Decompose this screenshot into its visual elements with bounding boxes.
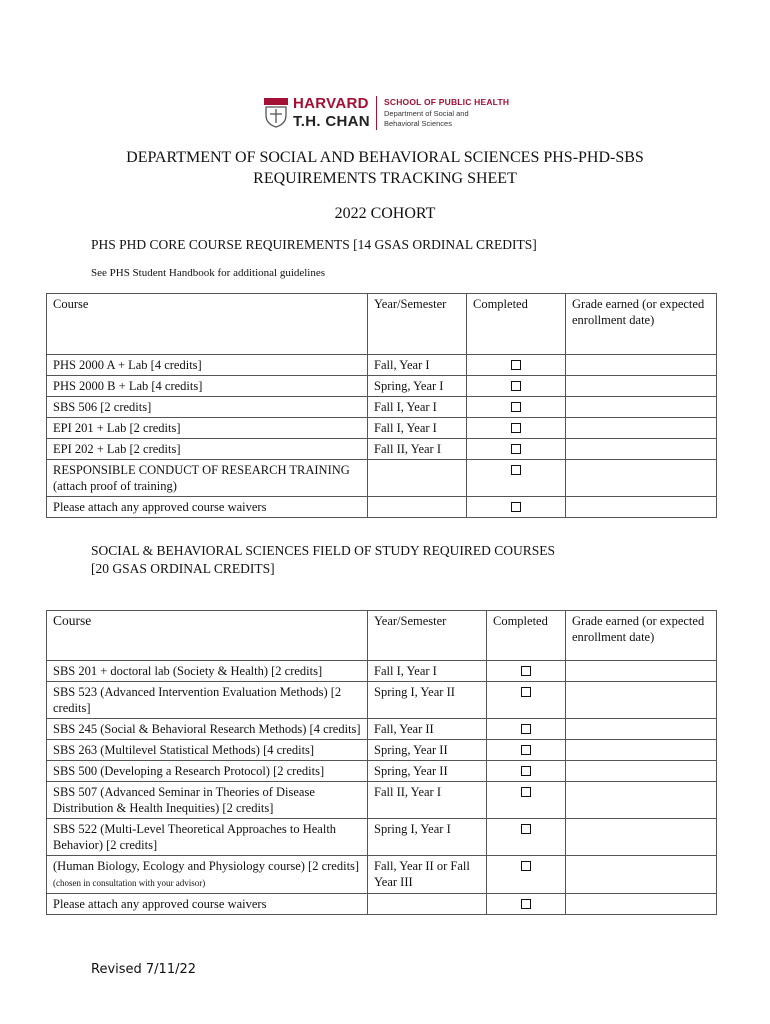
- completed-cell: [467, 460, 566, 497]
- grade-cell[interactable]: [566, 819, 717, 856]
- grade-cell[interactable]: [566, 661, 717, 682]
- core-requirements-table: [46, 293, 717, 518]
- year-cell: Spring, Year II: [368, 761, 487, 782]
- completed-checkbox[interactable]: [521, 687, 531, 697]
- completed-checkbox[interactable]: [511, 381, 521, 391]
- course-cell: PHS 2000 A + Lab [4 credits]: [47, 355, 368, 376]
- completed-checkbox[interactable]: [511, 465, 521, 475]
- cohort-label: 2022 COHORT: [334, 205, 436, 222]
- course-cell: RESPONSIBLE CONDUCT OF RESEARCH TRAINING (attach proof of training): [47, 460, 368, 497]
- page-title-line2: REQUIREMENTS TRACKING SHEET: [253, 170, 517, 187]
- year-cell: [368, 894, 487, 915]
- completed-checkbox[interactable]: [521, 745, 531, 755]
- course-cell: SBS 507 (Advanced Seminar in Theories of Disease Distribution & Health Inequities) [2 credits]: [47, 782, 368, 819]
- course-cell: SBS 522 (Multi-Level Theoretical Approaches to Health Behavior) [2 credits]: [47, 819, 368, 856]
- course-cell: Please attach any approved course waivers: [47, 497, 368, 518]
- course-note: (chosen in consultation with your advisor): [53, 878, 206, 888]
- logo-school-text: SCHOOL OF PUBLIC HEALTH: [384, 97, 510, 107]
- grade-cell[interactable]: [566, 856, 717, 894]
- completed-cell: [487, 719, 566, 740]
- completed-cell: [467, 397, 566, 418]
- table-row: [47, 761, 717, 782]
- table-row: [47, 418, 717, 439]
- course-text: (Human Biology, Ecology and Physiology course) [2 credits]: [53, 859, 360, 873]
- completed-checkbox[interactable]: [511, 402, 521, 412]
- year-cell: Spring I, Year II: [368, 682, 487, 719]
- logo-dept-text: [384, 109, 484, 129]
- course-cell: SBS 263 (Multilevel Statistical Methods) [4 credits]: [47, 740, 368, 761]
- header-grade: Grade earned (or expected enrollment date): [566, 611, 717, 661]
- completed-checkbox[interactable]: [521, 824, 531, 834]
- completed-cell: [487, 894, 566, 915]
- completed-cell: [487, 740, 566, 761]
- table-row: [47, 397, 717, 418]
- header-course: Course: [47, 294, 368, 355]
- completed-checkbox[interactable]: [521, 861, 531, 871]
- grade-cell[interactable]: [566, 719, 717, 740]
- field-of-study-table: [46, 610, 717, 915]
- section1-heading: PHS PHD CORE COURSE REQUIREMENTS [14 GSAS ORDINAL CREDITS]: [91, 237, 537, 252]
- completed-checkbox[interactable]: [511, 444, 521, 454]
- year-cell: [368, 460, 467, 497]
- year-cell: Fall II, Year I: [368, 782, 487, 819]
- grade-cell[interactable]: [566, 397, 717, 418]
- section1-note: See PHS Student Handbook for additional guidelines: [91, 267, 326, 279]
- logo-chan-text: T.H. CHAN: [293, 113, 370, 130]
- completed-cell: [467, 355, 566, 376]
- table-row: [47, 661, 717, 682]
- table-row: [47, 682, 717, 719]
- grade-cell[interactable]: [566, 418, 717, 439]
- course-cell: Please attach any approved course waivers: [47, 894, 368, 915]
- header-year: Year/Semester: [368, 294, 467, 355]
- logo-dept-line1: Department of Social and: [384, 109, 469, 118]
- section2-heading-line2: [20 GSAS ORDINAL CREDITS]: [91, 561, 275, 576]
- page-title-line1: DEPARTMENT OF SOCIAL AND BEHAVIORAL SCIENCES PHS-PHD-SBS: [126, 149, 644, 166]
- revision-footer: Revised 7/11/22: [91, 962, 197, 977]
- table-row: [47, 719, 717, 740]
- course-cell: SBS 500 (Developing a Research Protocol) [2 credits]: [47, 761, 368, 782]
- completed-cell: [487, 682, 566, 719]
- course-cell: [47, 856, 368, 894]
- course-cell: EPI 202 + Lab [2 credits]: [47, 439, 368, 460]
- harvard-chan-logo: [264, 95, 524, 135]
- year-cell: Fall, Year II: [368, 719, 487, 740]
- completed-checkbox[interactable]: [521, 787, 531, 797]
- header-year: Year/Semester: [368, 611, 487, 661]
- completed-cell: [487, 661, 566, 682]
- grade-cell[interactable]: [566, 460, 717, 497]
- section2-heading-line1: SOCIAL & BEHAVIORAL SCIENCES FIELD OF STUDY REQUIRED COURSES: [91, 543, 556, 558]
- completed-cell: [467, 439, 566, 460]
- grade-cell[interactable]: [566, 439, 717, 460]
- year-cell: Fall, Year I: [368, 355, 467, 376]
- year-cell: Fall I, Year I: [368, 661, 487, 682]
- year-cell: Fall I, Year I: [368, 397, 467, 418]
- table-header-row: [47, 611, 717, 661]
- completed-cell: [487, 856, 566, 894]
- year-cell: Spring I, Year I: [368, 819, 487, 856]
- grade-cell[interactable]: [566, 761, 717, 782]
- logo-harvard-text: HARVARD: [293, 95, 369, 112]
- completed-cell: [487, 819, 566, 856]
- course-cell: PHS 2000 B + Lab [4 credits]: [47, 376, 368, 397]
- logo-dept-line2: Behavioral Sciences: [384, 119, 452, 128]
- year-cell: Fall, Year II or Fall Year III: [368, 856, 487, 894]
- header-completed: Completed: [487, 611, 566, 661]
- table-row: [47, 497, 717, 518]
- table-row: [47, 460, 717, 497]
- grade-cell[interactable]: [566, 894, 717, 915]
- course-cell: SBS 523 (Advanced Intervention Evaluation Methods) [2 credits]: [47, 682, 368, 719]
- course-cell: SBS 201 + doctoral lab (Society & Health) [2 credits]: [47, 661, 368, 682]
- header-completed: Completed: [467, 294, 566, 355]
- year-cell: Spring, Year I: [368, 376, 467, 397]
- table-row: [47, 856, 717, 894]
- course-cell: SBS 245 (Social & Behavioral Research Methods) [4 credits]: [47, 719, 368, 740]
- completed-checkbox[interactable]: [521, 724, 531, 734]
- header-course: Course: [47, 611, 368, 661]
- year-cell: Fall II, Year I: [368, 439, 467, 460]
- table-row: [47, 355, 717, 376]
- completed-cell: [467, 418, 566, 439]
- logo-divider: [376, 96, 377, 130]
- grade-cell[interactable]: [566, 355, 717, 376]
- completed-checkbox[interactable]: [521, 899, 531, 909]
- grade-cell[interactable]: [566, 682, 717, 719]
- year-cell: Spring, Year II: [368, 740, 487, 761]
- grade-cell[interactable]: [566, 497, 717, 518]
- grade-cell[interactable]: [566, 782, 717, 819]
- table-header-row: [47, 294, 717, 355]
- table-row: [47, 782, 717, 819]
- completed-checkbox[interactable]: [521, 766, 531, 776]
- completed-cell: [487, 761, 566, 782]
- header-grade: Grade earned (or expected enrollment date): [566, 294, 717, 355]
- table-row: [47, 740, 717, 761]
- table-row: [47, 819, 717, 856]
- harvard-shield-icon: [264, 98, 288, 128]
- completed-checkbox[interactable]: [521, 666, 531, 676]
- completed-checkbox[interactable]: [511, 360, 521, 370]
- completed-checkbox[interactable]: [511, 502, 521, 512]
- grade-cell[interactable]: [566, 376, 717, 397]
- completed-checkbox[interactable]: [511, 423, 521, 433]
- grade-cell[interactable]: [566, 740, 717, 761]
- completed-cell: [487, 782, 566, 819]
- completed-cell: [467, 376, 566, 397]
- year-cell: Fall I, Year I: [368, 418, 467, 439]
- table-row: [47, 439, 717, 460]
- course-cell: SBS 506 [2 credits]: [47, 397, 368, 418]
- table-row: [47, 894, 717, 915]
- completed-cell: [467, 497, 566, 518]
- year-cell: [368, 497, 467, 518]
- table-row: [47, 376, 717, 397]
- course-cell: EPI 201 + Lab [2 credits]: [47, 418, 368, 439]
